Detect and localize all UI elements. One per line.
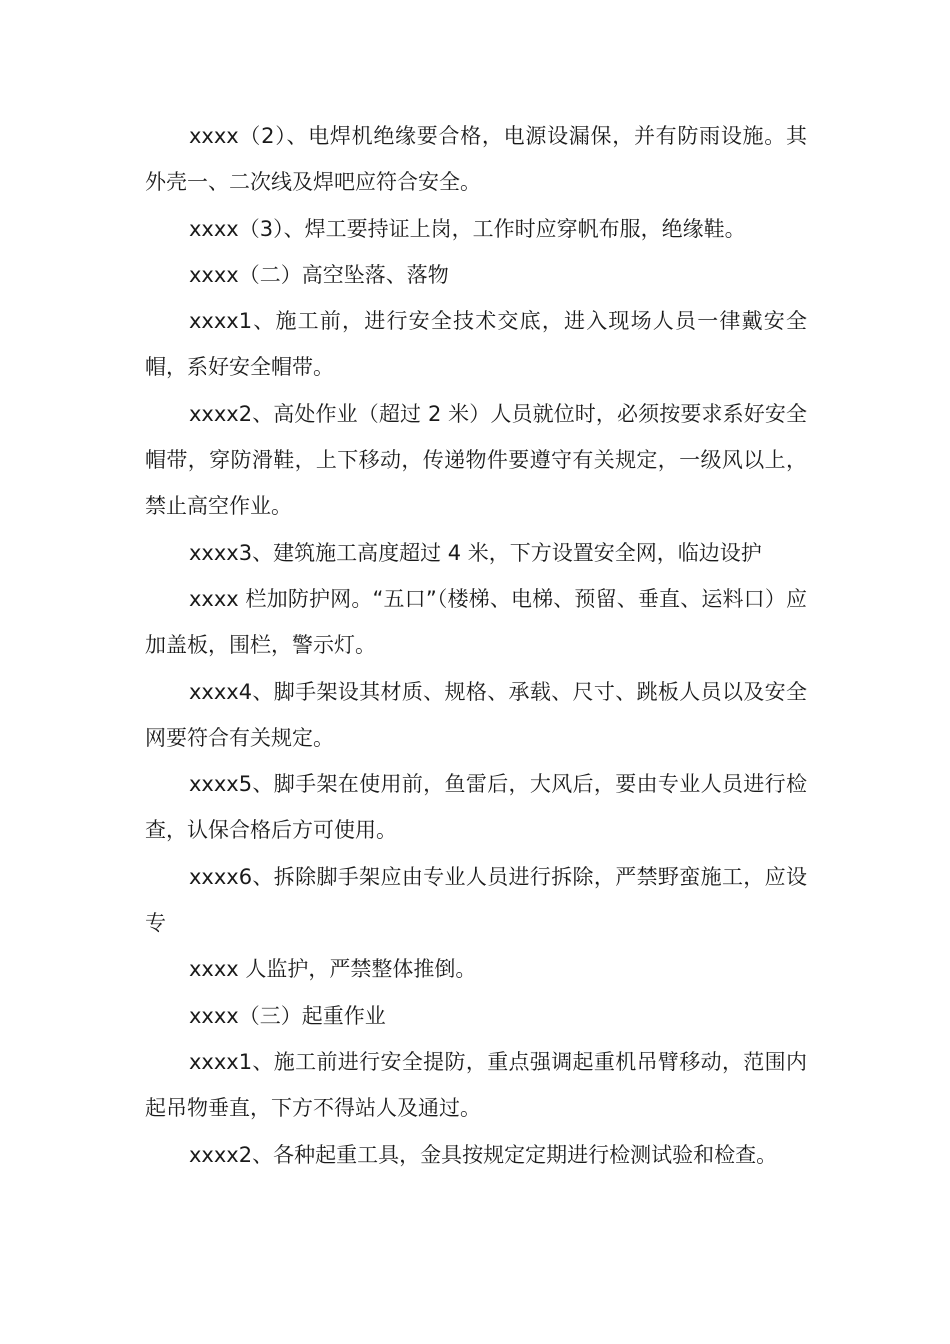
paragraph-lifting-item-1: xxxx1、施工前进行安全提防，重点强调起重机吊臂移动，范围内起吊物垂直，下方不得站人及通过。 (145, 1049, 807, 1121)
section-heading-lifting: xxxx（三）起重作业 (189, 1003, 386, 1028)
document-body (145, 113, 807, 1178)
paragraph-lifting-item-2: xxxx2、各种起重工具，金具按规定定期进行检测试验和检查。 (189, 1142, 778, 1167)
paragraph-falls-item-5: xxxx5、脚手架在使用前，鱼雷后，大风后，要由专业人员进行检查，认保合格后方可使用。 (145, 772, 807, 843)
paragraph-falls-item-4: xxxx4、脚手架设其材质、规格、承载、尺寸、跳板人员以及安全网要符合有关规定。 (145, 679, 807, 750)
paragraph-falls-item-1: xxxx1、施工前，进行安全技术交底，进入现场人员一律戴安全帽，系好安全帽带。 (145, 309, 807, 380)
paragraph-welder-insulation: xxxx（2）、电焊机绝缘要合格，电源设漏保，并有防雨设施。其外壳一、二次线及焊吧应符合安全。 (145, 124, 807, 195)
paragraph-falls-item-2: xxxx2、高处作业（超过 2 米）人员就位时，必须按要求系好安全帽带，穿防滑鞋，上下移动，传递物件要遵守有关规定，一级风以上，禁止高空作业。 (145, 401, 807, 519)
section-heading-falls: xxxx（二）高空坠落、落物 (189, 262, 449, 287)
paragraph-falls-item-6: xxxx6、拆除脚手架应由专业人员进行拆除，严禁野蛮施工，应设专 (145, 864, 807, 936)
paragraph-welder-certification: xxxx（3）、焊工要持证上岗，工作时应穿帆布服，绝缘鞋。 (189, 216, 746, 241)
paragraph-falls-item-6-cont: xxxx 人监护，严禁整体推倒。 (189, 957, 477, 982)
paragraph-falls-item-3-cont: xxxx 栏加防护网。“五口”（楼梯、电梯、预留、垂直、运料口）应加盖板，围栏，警示灯。 (145, 586, 807, 658)
paragraph-falls-item-3: xxxx3、建筑施工高度超过 4 米，下方设置安全网，临边设护 (189, 540, 762, 565)
